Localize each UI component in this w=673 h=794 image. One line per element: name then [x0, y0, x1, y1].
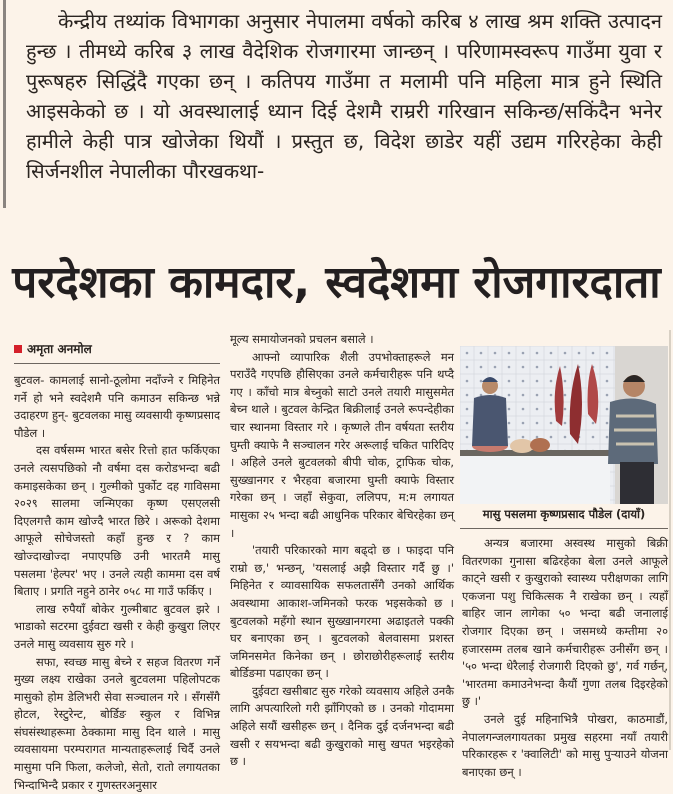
paragraph: मूल्य समायोजनको प्रचलन बसाले ।: [230, 331, 454, 349]
intro-paragraph: केन्द्रीय तथ्यांक विभागका अनुसार नेपालमा वर्षको करिब ४ लाख श्रम शक्ति उत्पादन हुन्छ । तीमध्ये करिब ३ लाख वैदेशिक रोजगारमा जान्छन् । परिणामस्वरूप गाउँमा युवा र पुरूषहरु सिद्धिंदै गएका छन् । कतिपय गाउँमा त मलामी पनि महिला मात्र हुने स्थिति आइसकेको छ । यो अवस्थालाई ध्यान दिई देशमै राम्ररी गरिखान सकिन्छ/सकिंदैन भनेर हामीले केही पात्र खोजेका थियौं । प्रस्तुत छ, विदेश छाडेर यहीं उद्यम गरिरहेका केही सिर्जनशील नेपालीका पौरखकथा-: [26, 6, 662, 186]
paragraph: 'तयारी परिकारको माग बढ्दो छ । फाइदा पनि राम्रो छ,' भन्छन्, 'यसलाई अझै विस्तार गर्दै छु ।' मिहिनेत र व्यावसायिक सफलतासँगै उनको आर्थिक अवस्थामा आकाश-जमिनको फरक भइसकेको छ । बुटवलको महँगो स्थान सुख्खानगरमा अढाइतले पक्की घर बनाएका छन् । बुटवलको बेलवासमा प्रशस्त जमिनसमेत किनेका छन् । छोराछोरीहरूलाई स्तरीय बोर्डिङमा पढाएका छन् ।: [230, 542, 454, 683]
paragraph: सफा, स्वच्छ मासु बेच्ने र सहज वितरण गर्ने मुख्य लक्ष्य राखेका उनले बुटवलमा पहिलोपटक मासुको होम डेलिभरी सेवा सञ्चालन गरे । सँगसँगै होटल, रेस्टुरेन्ट, बोर्डिङ स्कुल र विभिन्न संघसंस्थाहरूमा ठेक्कामा मासु दिन थाले । मासु व्यवसायमा परम्परागत मान्यताहरूलाई चिर्दै उनले मासुमा पनि फिला, कलेजो, सेतो, रातो लगायतका भिन्दाभिन्दै प्रकार र गुणस्तरअनुसार: [14, 654, 220, 794]
butcher-shop-photo: [460, 346, 668, 504]
paragraph: अन्यत्र बजारमा अस्वस्थ मासुको बिक्री वितरणका गुनासा बढिरहेका बेला उनले आफूले काट्ने खसी र कुखुराको स्वास्थ्य परीक्षणका लागि एकजना पशु चिकित्सक नै राखेका छन् । त्यहाँ बाहिर जान लागेका ५० भन्दा बढी जनालाई रोजगार दिएका छन् । जसमध्ये कम्तीमा २० हजारसम्म तलब खाने कर्मचारीहरू उनीसँग छन् । '५० भन्दा धेरैलाई रोजगारी दिएको छु', गर्व गर्छन्, 'भारतमा कमाउनेभन्दा कैयौं गुणा तलब दिइरहेको छु ।': [462, 535, 668, 711]
paragraph: उनले दुई महिनाभित्रै पोखरा, काठमाडौं, नेपालगन्जलगायतका प्रमुख सहरमा नयाँ तयारी परिकारहरू र 'क्वालिटी' को मासु पुर्‍याउने योजना बनाएका छन् ।: [462, 711, 668, 781]
article-column-3: [462, 535, 668, 781]
photo-caption: मासु पसलमा कृष्णप्रसाद पौडेल (दायाँ): [460, 507, 668, 529]
paragraph: लाख रुपैयाँ बोकेर गुल्मीबाट बुटवल झरे । भाडाको सटरमा दुईवटा खसी र केही कुखुरा लिएर उनले मासु व्यवसाय सुरु गरे ।: [14, 601, 220, 654]
byline-marker-icon: [14, 345, 22, 353]
paragraph: बुटवल- कामलाई सानो-ठूलोमा नदाँज्ने र मिहिनेत गर्ने हो भने स्वदेशमै पनि कमाउन सकिन्छ भन्ने उदाहरण हुन्- बुटवलका मासु व्यवसायी कृष्णप्रसाद पौडेल ।: [14, 372, 220, 442]
headline: परदेशका कामदार, स्वदेशमा रोजगारदाता: [0, 250, 673, 310]
paragraph: दुईवटा खसीबाट सुरु गरेको व्यवसाय अहिले उनकै लागि अपत्यारिलो गरी झाँगिएको छ । उनको गोदाममा अहिले सयौं खसीहरू छन् । दैनिक दुई दर्जनभन्दा बढी खसी र सयभन्दा बढी कुखुराको मासु खपत भइरहेको छ ।: [230, 683, 454, 771]
byline-author: अमृता अनमोल: [27, 342, 92, 356]
page-edge-rule: [669, 330, 671, 750]
paragraph: दस वर्षसम्म भारत बसेर रित्तो हात फर्किएका उनले त्यसपछिको नौ वर्षमा दस करोडभन्दा बढी कमाइसकेका छन् । गुल्मीको पुर्कोट दह गाविसमा २०२९ सालमा जन्मिएका कृष्ण एसएलसी दिएलगत्तै काम खोज्दै भारत छिरे । अरूको देशमा आफूले सोचेजस्तो कहाँ हुन्छ र ? काम खोज्दाखोज्दा नपाएपछि उनी भारतमै मासु पसलमा 'हेल्पर' भए । उनले त्यही काममा दस वर्ष बिताए । प्रगति नहुने ठानेर ०५८ मा गाउँ फर्किए ।: [14, 442, 220, 600]
intro-side-rule: [3, 0, 6, 208]
article-column-1: [14, 372, 220, 794]
byline: [14, 340, 220, 364]
article-column-2: [230, 331, 454, 771]
paragraph: आफ्नो व्यापारिक शैली उपभोक्ताहरूले मन पराउँदै गएपछि हौसिएका उनले कर्मचारीहरू पनि थप्दै गए । काँचो मात्र बेच्नुको साटो उनले तयारी मासुसमेत बेच्न थाले । बुटवल केन्द्रित बिक्रीलाई उनले रूपन्देहीका चार स्थानमा विस्तार गरे । कृष्णले तीन वर्षयता स्तरीय घुम्ती क्याफे नै सञ्चालन गरेर अरूलाई चकित पारिदिए । अहिले उनले बुटवलको बीपी चोक, ट्राफिक चोक, सुख्खानगर र भैरहवा बजारमा घुम्ती क्याफे विस्तार गरेका छन् । जहाँ सेकुवा, ललिपप, म:म लगायत मासुका २५ भन्दा बढी आधुनिक परिकार बेचिरहेका छन् ।: [230, 349, 454, 543]
article-photo: [460, 346, 668, 504]
